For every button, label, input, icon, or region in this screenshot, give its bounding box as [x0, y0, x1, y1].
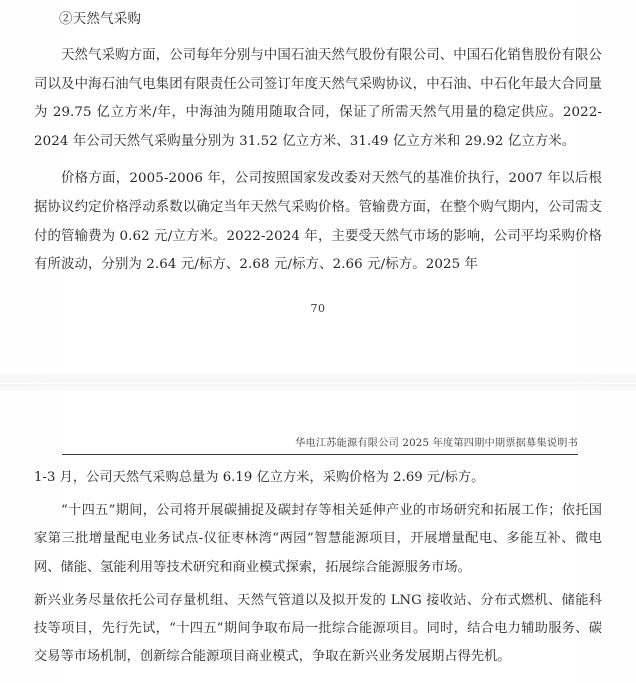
paragraph-gas-pricing: 价格方面，2005-2006 年，公司按照国家发改委对天然气的基准价执行，2007 年以后根据协议约定价格浮动系数以确定当年天然气采购价格。管输费方面，在整个购气期内，公司需支付的管输费为 0.62 元/立方米。2022-2024 年，主要受天然气市场的影响，公司平均采购价格有所波动，分别为 2.64 元/标方、2.68 元/标方、2.66 元/标方。2025 年 — [34, 171, 602, 273]
page-break-band-lower — [0, 388, 636, 390]
paragraph-q1-gas-procurement: 1-3 月，公司天然气采购总量为 6.19 亿立方米，采购价格为 2.69 元/标方。 — [34, 470, 485, 485]
page-break-separator — [0, 372, 636, 392]
running-header-title: 华电江苏能源有限公司 2025 年度第四期中期票据募集说明书 — [295, 438, 578, 449]
page-70-text-column — [34, 6, 602, 280]
page-break-band-middle — [0, 384, 636, 387]
section-heading-natural-gas-procurement: ②天然气采购 — [59, 11, 142, 27]
running-header-rule — [62, 454, 578, 455]
paragraph-gas-procurement-volumes: 天然气采购方面，公司每年分别与中国石油天然气股份有限公司、中国石化销售股份有限公司以及中海石油气电集团有限责任公司签订年度天然气采购协议，中石油、中石化年最大合同量为 29.75 亿立方米/年，中海油为随用随取合同，保证了所需天然气用量的稳定供应。2022-2024 年公司天然气采购量分别为 31.52 亿立方米、31.49 亿立方米和 29.92 亿立方米。 — [34, 48, 602, 149]
page-71-text-column — [34, 464, 602, 671]
paragraph-14th-five-year-plan: “十四五”期间，公司将开展碳捕捉及碳封存等相关延伸产业的市场研究和拓展工作；依托国家第三批增量配电业务试点-仪征枣林湾“两园”智慧能源项目，开展增量配电、多能互补、微电网、储能、氢能利用等技术研究和商业模式探索，拓展综合能源服务市场。 — [34, 503, 602, 575]
page-number-70: 70 — [310, 302, 326, 315]
page-break-band-upper — [0, 374, 636, 383]
paragraph-emerging-business: 新兴业务尽量依托公司存量机组、天然气管道以及拟开发的 LNG 接收站、分布式燃机、储能科技等项目，先行先试，“十四五”期间争取布局一批综合能源项目。同时，结合电力辅助服务、碳交易等市场机制，创新综合能源项目商业模式，争取在新兴业务发展期占得先机。 — [34, 592, 602, 665]
